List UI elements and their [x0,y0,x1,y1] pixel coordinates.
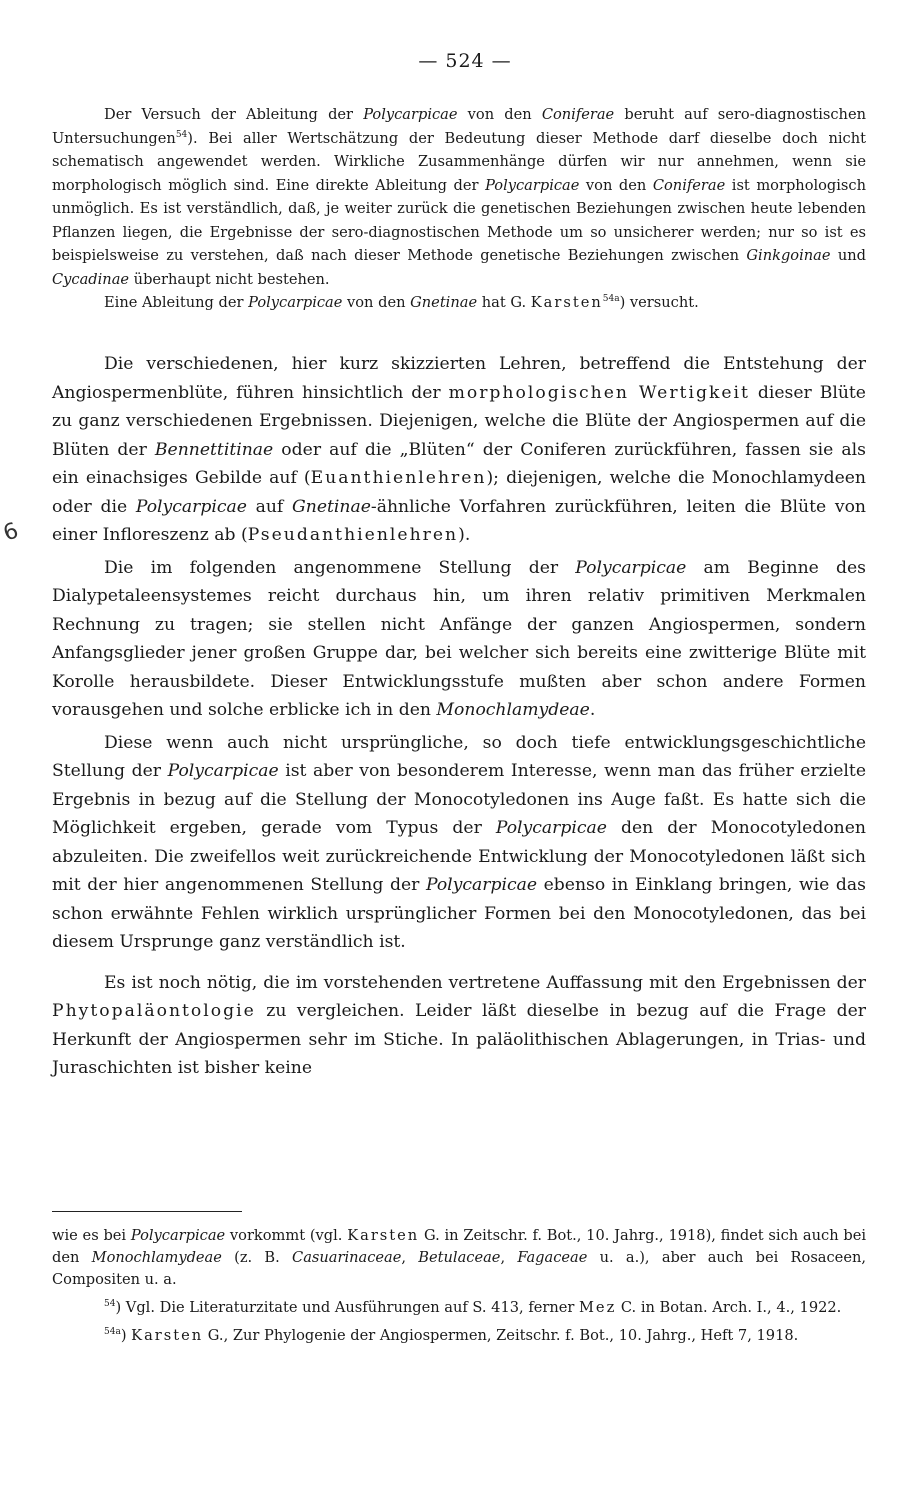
main-paragraph-4: Es ist noch nötig, die im vorstehenden vertretene Auffassung mit den Ergebnissen der Phytopaläontologie zu vergleichen. Leider läßt dieselbe in bezug auf die Frage der Herkunft der Angiospermen sehr im Stiche. In paläolithischen Ablagerungen, in Trias- und Juraschichten ist bisher keine [52,972,866,1078]
footnotes-section [52,1225,866,1353]
page-number: — 524 — [418,50,512,72]
intro-paragraph-2: Eine Ableitung der Polycarpicae von den Gnetinae hat G. Karsten$^{54a}$) versucht. [104,294,699,311]
footnote-54a: $^{54a}$) Karsten G., Zur Phylogenie der Angiospermen, Zeitschr. f. Bot., 10. Jahrg., Heft 7, 1918. [104,1327,799,1344]
footnote-54: $^{54}$) Vgl. Die Literaturzitate und Ausführungen auf S. 413, ferner Mez C. in Botan. Arch. I., 4., 1922. [104,1299,842,1316]
main-paragraph-2: Die im folgenden angenommene Stellung der Polycarpicae am Beginne des Dialypetaleensystemes reicht durchaus hin, um ihren relativ primitiven Merkmalen Rechnung zu tragen; sie stellen nicht Anfänge der ganzen Angiospermen, sondern Anfangsglieder jener großen Gruppe dar, bei welcher sich bereits eine zwitterige Blüte mit Korolle herausbildete. Dieser Entwicklungsstufe mußten aber schon andere Formen vorausgehen und solche erblicke ich in den Monochlamydeae. [52,557,866,720]
main-paragraph-3: Diese wenn auch nicht ursprüngliche, so doch tiefe entwicklungsgeschichtliche Stellung der Polycarpicae ist aber von besonderem Interesse, wenn man das früher erzielte Ergebnis in bezug auf die Stellung der Monocotyledonen ins Auge faßt. Es hatte sich die Möglichkeit ergeben, gerade vom Typus der Polycarpicae den der Monocotyledonen abzuleiten. Die zweifellos weit zurückreichende Entwicklung der Monocotyledonen läßt sich mit der hier angenommenen Stellung der Polycarpicae ebenso in Einklang bringen, wie das schon erwähnte Fehlen wirklich ursprünglicher Formen bei den Monocotyledonen, das bei diesem Ursprunge ganz verständlich ist. [52,732,866,952]
main-section [52,350,866,1087]
footnote-divider [52,1211,242,1212]
intro-paragraph-1: Der Versuch der Ableitung der Polycarpicae von den Coniferae beruht auf sero-diagnostischen Untersuchungen$^{54}$). Bei aller Wertschätzung der Bedeutung dieser Methode darf dieselbe doch nicht schematisch angewendet werden. Wirkliche Zusammenhänge dürfen wir nur annehmen, wenn sie morphologisch möglich sind. Eine direkte Ableitung der Polycarpicae von den Coniferae ist morphologisch unmöglich. Es ist verständlich, daß, je weiter zurück die genetischen Beziehungen zwischen heute lebenden Pflanzen liegen, die Ergebnisse der sero-diagnostischen Methode um so unsicherer werden; nur so ist es beispielsweise zu verstehen, daß nach dieser Methode genetische Beziehungen zwischen Ginkgoinae und Cycadinae überhaupt nicht bestehen. [52,106,866,288]
margin-annotation: 6 [0,518,22,547]
main-paragraph-1: Die verschiedenen, hier kurz skizzierten Lehren, betreffend die Entstehung der Angiospermenblüte, führen hinsichtlich der morphologischen Wertigkeit dieser Blüte zu ganz verschiedenen Ergebnissen. Diejenigen, welche die Blüte der Angiospermen auf die Blüten der Bennettitinae oder auf die „Blüten“ der Coniferen zurückführen, fassen sie als ein einachsiges Gebilde auf (Euanthienlehren); diejenigen, welche die Monochlamydeen oder die Polycarpicae auf Gnetinae-ähnliche Vorfahren zurückführen, leiten die Blüte von einer Infloreszenz ab (Pseudanthienlehren). [52,354,866,545]
footnote-continuation: wie es bei Polycarpicae vorkommt (vgl. Karsten G. in Zeitschr. f. Bot., 10. Jahrg., 1918), findet sich auch bei den Monochlamydeae (z. B. Casuarinaceae, Betulaceae, Fagaceae u. a.), aber auch bei Rosaceen, Compositen u. a. [52,1227,866,1288]
intro-section [52,103,866,315]
